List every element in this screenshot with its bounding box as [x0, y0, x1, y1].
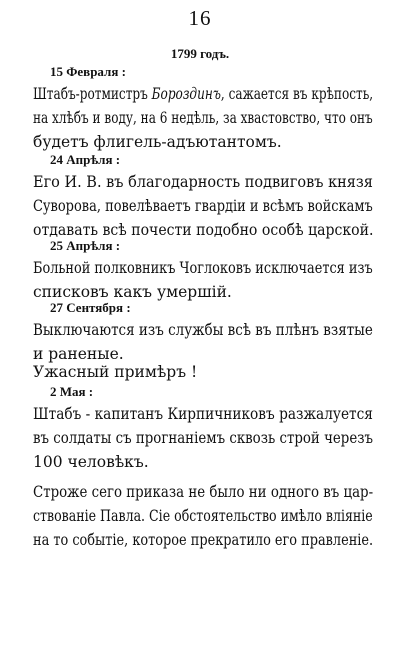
entry-line: будетъ флигель-адъютантомъ.	[33, 133, 282, 151]
entry-line: отдавать всѣ почести подобно особѣ царской.	[33, 221, 374, 239]
surname-italic: Бороздинъ	[151, 85, 221, 103]
entry-line: Суворова, повелѣваетъ гвардіи и всѣмъ войскамъ	[33, 197, 373, 215]
entry-line: 100 человѣкъ.	[33, 453, 149, 471]
entry-text	[33, 256, 373, 304]
entry-line: въ солдаты съ прогнаніемъ сквозь строй черезъ	[33, 429, 374, 447]
entry-date: 24 Апрѣля :	[50, 152, 121, 167]
entry-text	[33, 402, 373, 474]
closing-paragraph	[33, 480, 373, 552]
entry-line: Выключаются изъ службы всѣ въ плѣнъ взятые	[33, 321, 373, 339]
exclamation-line: Ужасный примѣръ !	[33, 363, 198, 381]
entry-date: 2 Мая :	[50, 384, 94, 399]
entry-date: 25 Апрѣля :	[50, 238, 121, 253]
closing-line: на то событіе, которое прекратило его правленіе.	[33, 531, 374, 549]
entry-text	[33, 170, 373, 242]
closing-line: ствованіе Павла. Сіе обстоятельство имѣло вліяніе	[33, 507, 373, 525]
entry-text	[33, 82, 373, 154]
entry-line: Штабъ - капитанъ Кирпичниковъ разжалуется	[33, 405, 373, 423]
entry-text	[33, 318, 373, 366]
page-number: 16	[188, 6, 212, 30]
year-heading: 1799 годъ.	[170, 46, 230, 61]
closing-line: Строже сего приказа не было ни одного въ цар-	[33, 483, 374, 501]
entry-line: Больной полковникъ Чоглоковъ исключается изъ	[33, 259, 373, 277]
entry-line: и раненые.	[33, 345, 124, 363]
entry-line: Штабъ-ротмистръ Бороздинъ, сажается въ крѣпость,	[33, 85, 374, 103]
entry-date: 15 Февраля :	[50, 64, 126, 79]
entry-line: на хлѣбъ и воду, на 6 недѣль, за хвастовство, что онъ	[33, 109, 373, 127]
entry-date: 27 Сентября :	[50, 300, 131, 315]
entry-line: Его И. В. въ благодарность подвиговъ князя	[33, 173, 373, 191]
entry-line: списковъ какъ умершій.	[33, 283, 232, 301]
